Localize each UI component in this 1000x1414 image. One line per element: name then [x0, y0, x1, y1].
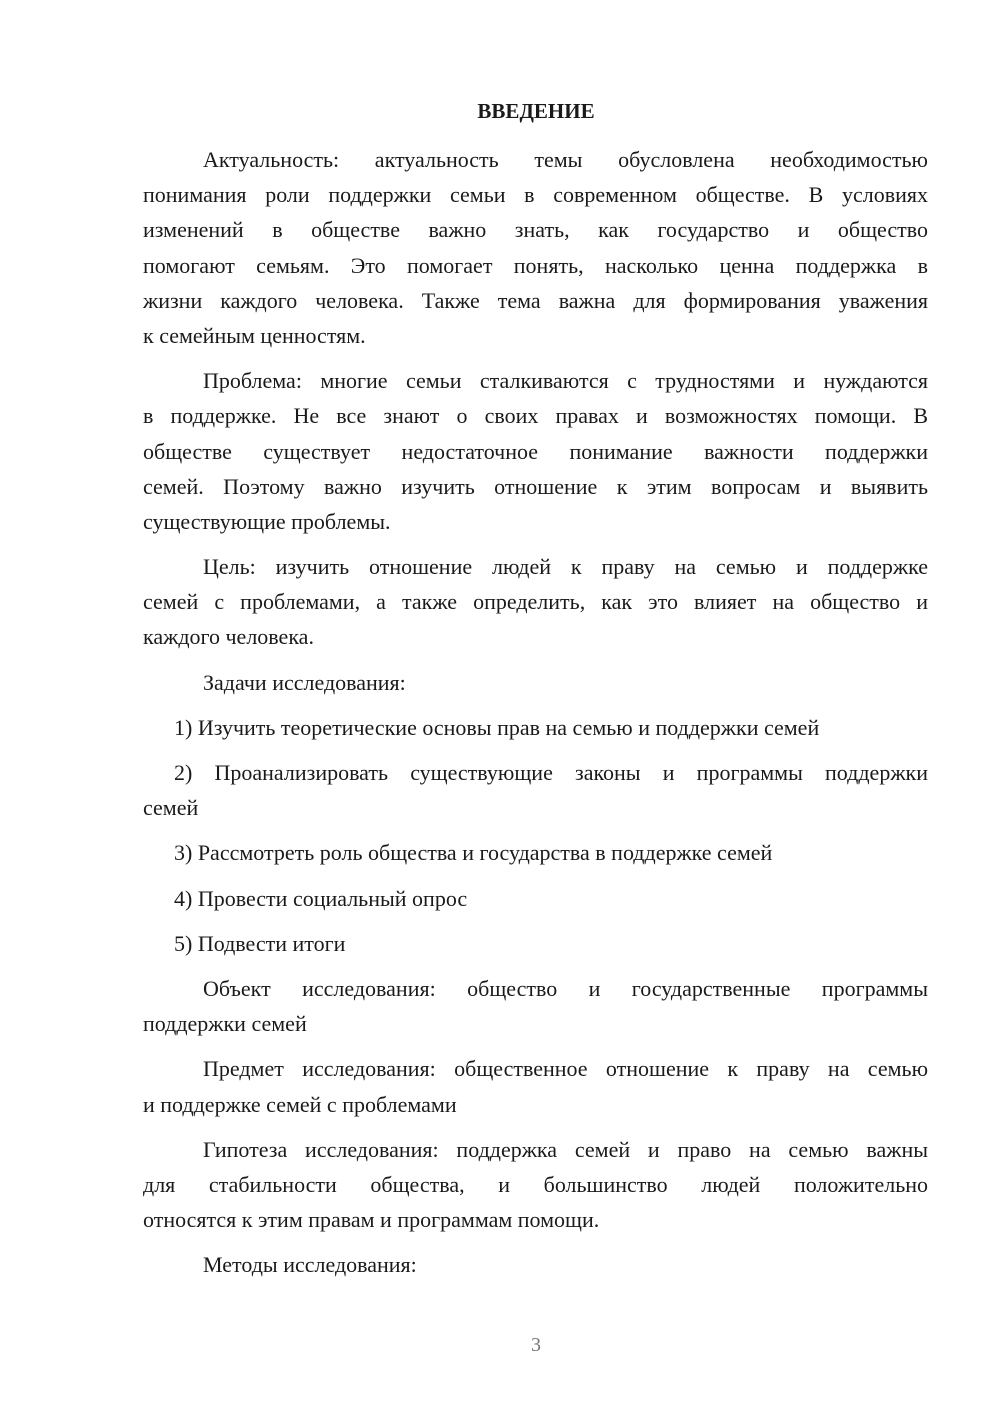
paragraph — [143, 142, 928, 353]
text-line: существующие проблемы. — [143, 508, 391, 534]
text-line: Предмет исследования: общественное отношение к праву на семью — [203, 1056, 928, 1082]
task-list-item — [143, 710, 928, 745]
text-line: Актуальность: актуальность темы обусловлена необходимостью — [203, 147, 928, 172]
text-line: жизни каждого человека. Также тема важна для формирования уважения — [143, 287, 928, 313]
paragraph — [143, 1247, 928, 1282]
text-line: обществе существует недостаточное понимание важности поддержки — [143, 438, 928, 464]
text-line: семей — [143, 795, 199, 821]
text-line: 5) Подвести итоги — [174, 930, 346, 956]
paragraph — [143, 1051, 928, 1121]
task-list-item — [143, 881, 928, 916]
text-line: для стабильности общества, и большинство людей положительно — [143, 1171, 928, 1197]
task-list-item — [143, 926, 928, 961]
section-title: ВВЕДЕНИЕ — [477, 99, 595, 123]
text-line: понимания роли поддержки семьи в современном обществе. В условиях — [143, 182, 928, 208]
text-line: и поддержке семей с проблемами — [143, 1091, 457, 1117]
text-line: семей с проблемами, а также определить, как это влияет на общество и — [143, 589, 928, 615]
text-line: помогают семьям. Это помогает понять, насколько ценна поддержка в — [143, 252, 928, 278]
text-line: относятся к этим правам и программам помощи. — [143, 1207, 600, 1233]
text-line: Проблема: многие семьи сталкиваются с трудностями и нуждаются — [203, 368, 928, 394]
text-line: каждого человека. — [143, 624, 314, 650]
text-line: 2) Проанализировать существующие законы и программы поддержки — [174, 760, 928, 785]
text-line: в поддержке. Не все знают о своих правах и возможностях помощи. В — [143, 403, 928, 429]
paragraph — [143, 363, 928, 539]
text-line: Методы исследования: — [203, 1252, 417, 1278]
task-list-item — [143, 835, 928, 870]
text-line: Цель: изучить отношение людей к праву на семью и поддержке — [203, 554, 928, 580]
paragraph — [143, 665, 928, 700]
text-line: Гипотеза исследования: поддержка семей и право на семью важны — [203, 1136, 928, 1162]
text-line: Объект исследования: общество и государственные программы — [203, 975, 928, 1001]
text-line: 3) Рассмотреть роль общества и государства в поддержке семей — [174, 840, 773, 866]
text-line: изменений в обществе важно знать, как государство и общество — [143, 217, 928, 243]
text-line: поддержки семей — [143, 1011, 307, 1037]
task-list-item — [143, 755, 928, 825]
text-line: к семейным ценностям. — [143, 322, 366, 348]
paragraph — [143, 971, 928, 1041]
text-line: семей. Поэтому важно изучить отношение к этим вопросам и выявить — [143, 473, 928, 499]
text-line: Задачи исследования: — [203, 669, 406, 695]
page-number: 3 — [531, 1334, 541, 1356]
text-line: 1) Изучить теоретические основы прав на семью и поддержки семей — [174, 714, 820, 740]
text-line: 4) Провести социальный опрос — [174, 885, 468, 911]
paragraph — [143, 549, 928, 655]
document-body — [143, 142, 928, 1292]
paragraph — [143, 1132, 928, 1238]
